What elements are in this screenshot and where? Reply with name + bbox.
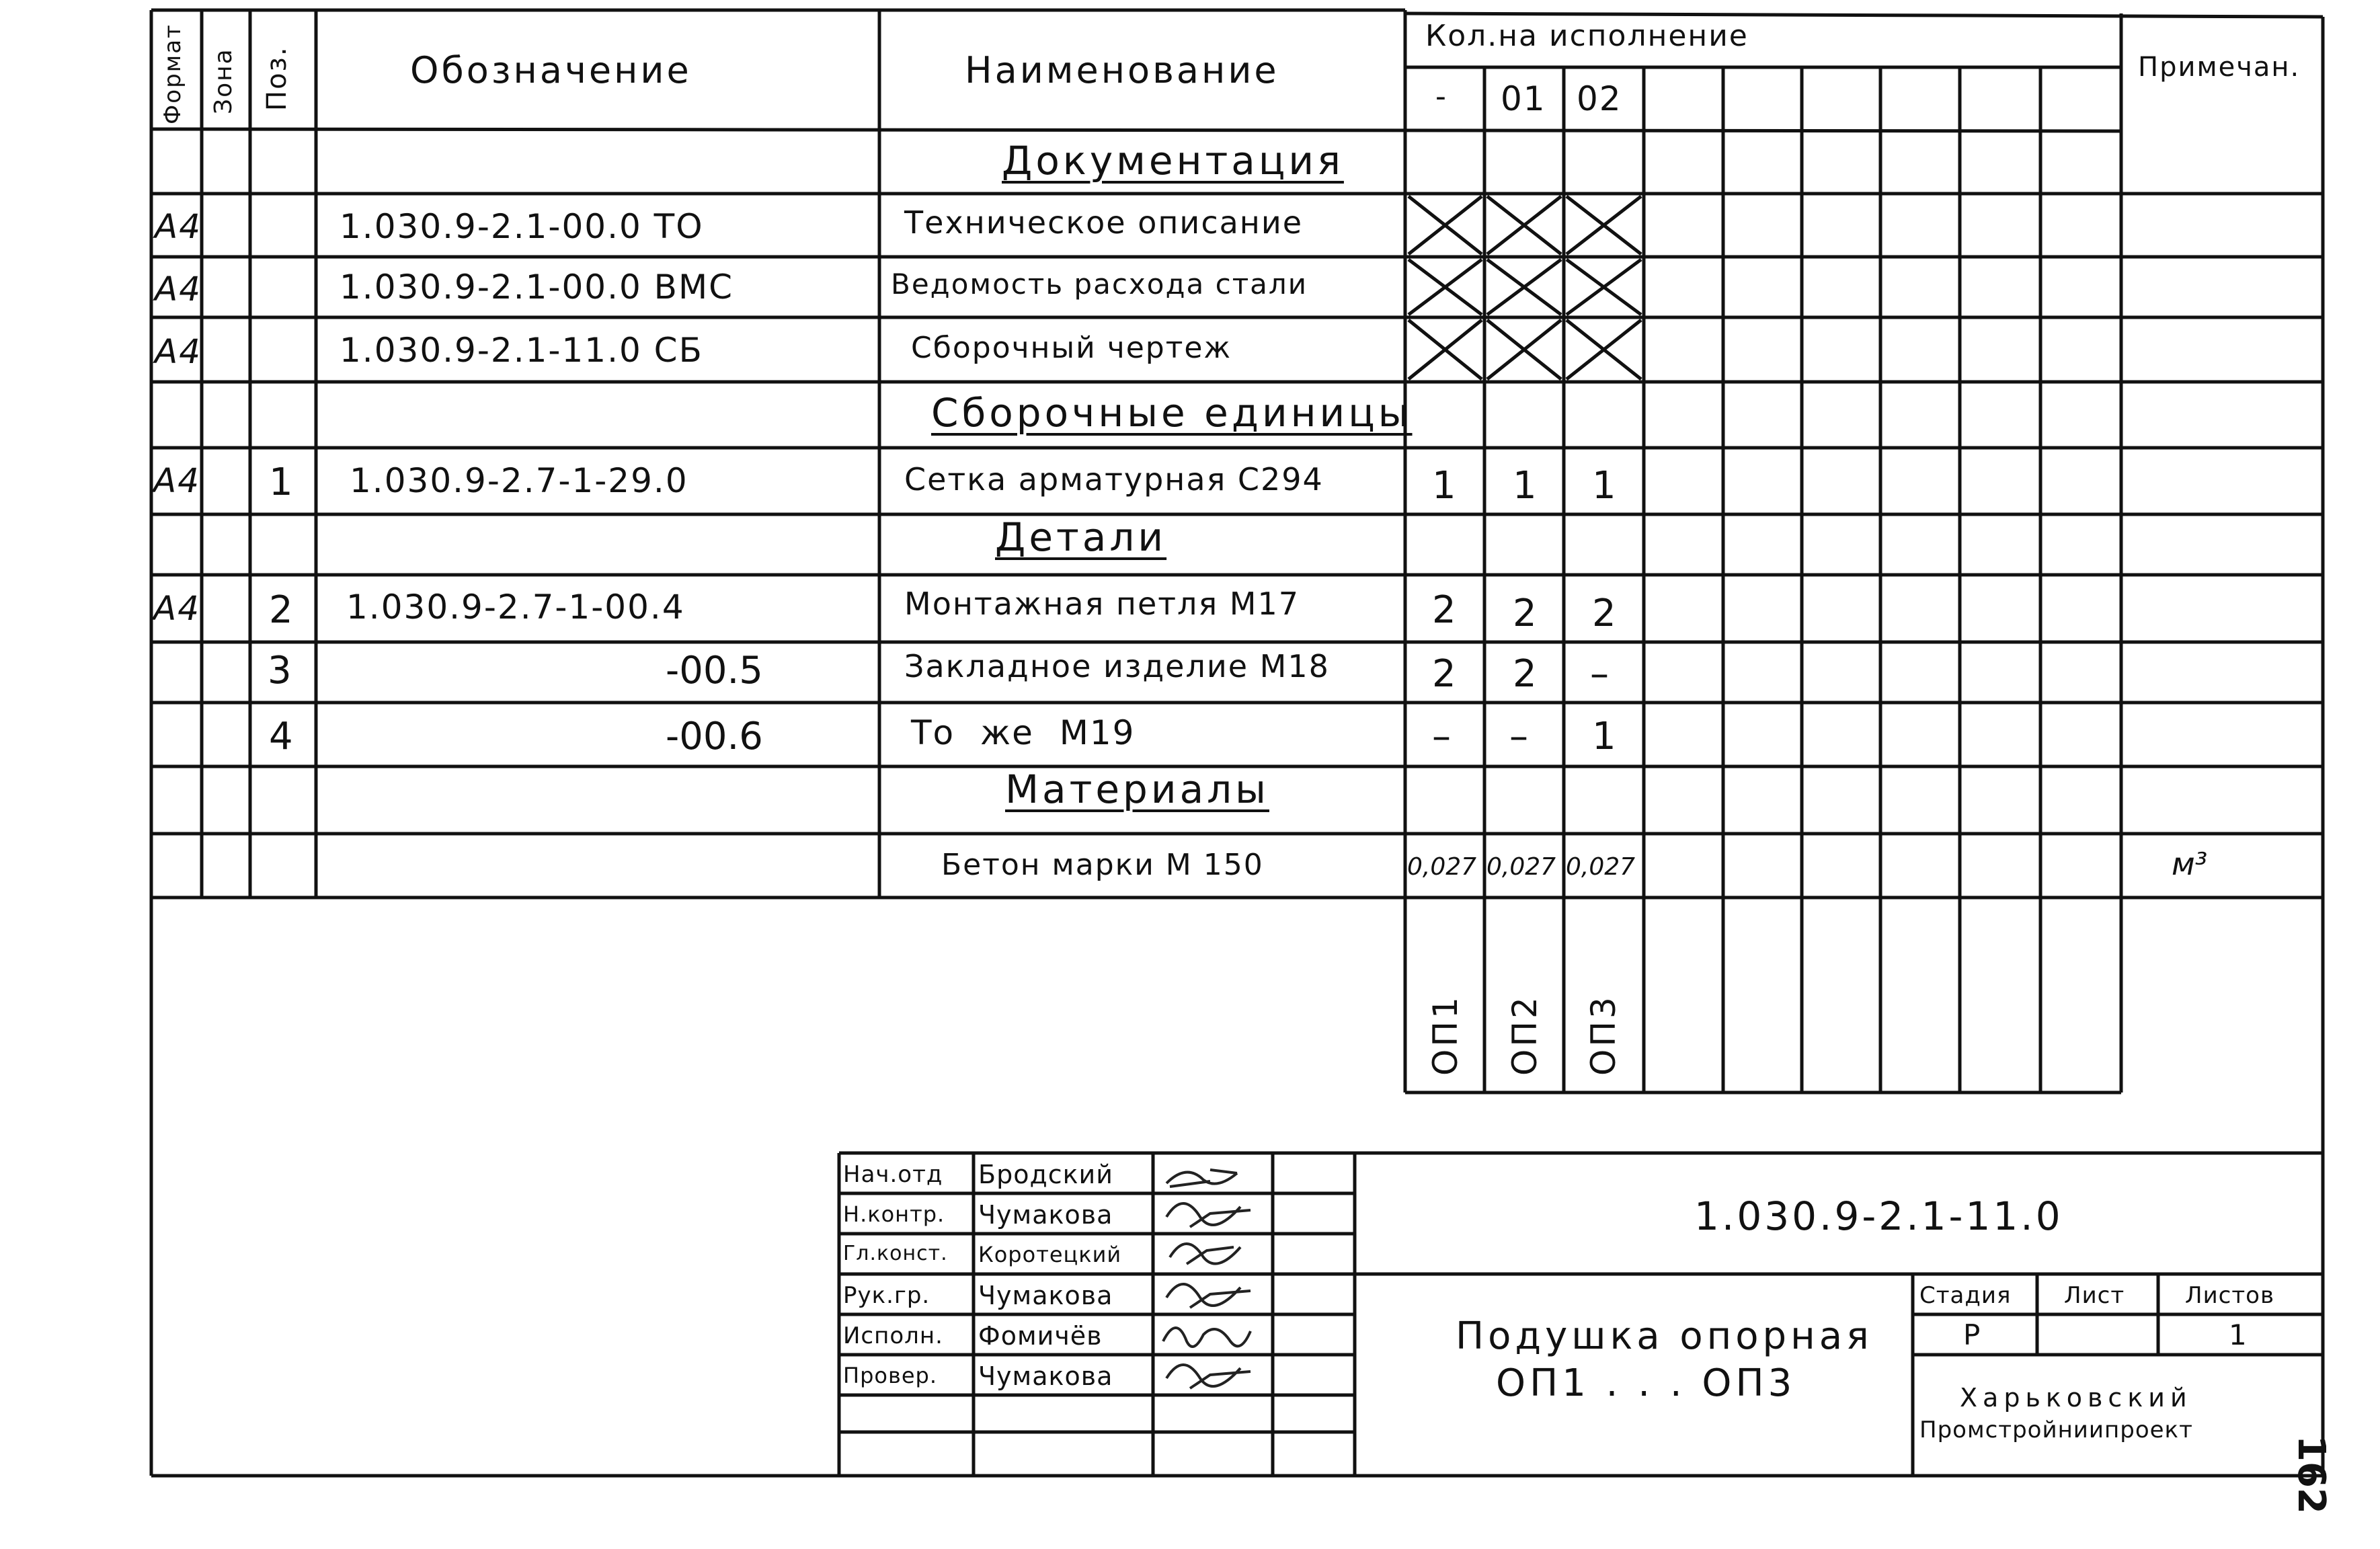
header-name: Наименование	[965, 49, 1279, 91]
header-pos: Поз.	[262, 46, 292, 111]
variant-mark-op2: ОП2	[1505, 994, 1544, 1076]
row-designation: 1.030.9-2.7-1-29.0	[350, 461, 688, 500]
tb-person: Чумакова	[978, 1200, 1113, 1230]
row-qty-02: 1	[1592, 464, 1616, 508]
row-designation: 1.030.9-2.1-00.0 ВМС	[340, 268, 734, 307]
row-name: Бетон марки М 150	[941, 848, 1264, 882]
row-name: Сетка арматурная С294	[904, 461, 1324, 498]
tb-sheets-label: Листов	[2185, 1282, 2275, 1309]
header-variant-base: -	[1435, 79, 1447, 114]
tb-stage: Р	[1963, 1318, 1981, 1351]
tb-sheet-label: Лист	[2064, 1282, 2125, 1309]
tb-role: Гл.конст.	[843, 1242, 948, 1265]
tb-role: Исполн.	[843, 1322, 943, 1349]
header-zone: Зона	[210, 48, 237, 114]
tb-role: Нач.отд	[843, 1161, 943, 1188]
row-name: То же М19	[911, 713, 1136, 752]
row-qty-01: –	[1509, 715, 1528, 758]
section-details: Детали	[995, 514, 1167, 560]
section-materials: Материалы	[1005, 766, 1269, 812]
tb-title-line2: ОП1 . . . ОП3	[1496, 1361, 1796, 1405]
row-note: м³	[2172, 846, 2208, 882]
tb-role: Н.контр.	[843, 1201, 945, 1227]
section-assembly-units: Сборочные единицы	[931, 390, 1413, 436]
tb-role: Рук.гр.	[843, 1282, 930, 1309]
row-designation: 1.030.9-2.1-00.0 ТО	[340, 207, 704, 246]
row-qty-base: –	[1432, 715, 1451, 758]
row-qty-base: 2	[1432, 588, 1456, 632]
header-variant-01: 01	[1501, 79, 1546, 118]
row-qty-02: –	[1590, 652, 1609, 696]
row-name: Техническое описание	[904, 204, 1304, 241]
row-name: Монтажная петля М17	[904, 586, 1300, 622]
tb-person: Чумакова	[978, 1361, 1113, 1391]
row-qty-01: 1	[1513, 464, 1537, 508]
row-qty-02: 0,027	[1566, 853, 1636, 881]
tb-title-line1: Подушка опорная	[1456, 1314, 1873, 1358]
row-format: А4	[153, 589, 201, 628]
row-pos: 1	[269, 461, 293, 504]
row-designation: 1.030.9-2.7-1-00.4	[346, 588, 685, 627]
tb-stage-label: Стадия	[1919, 1282, 2012, 1309]
variant-mark-op1: ОП1	[1426, 994, 1465, 1076]
page-number: 162	[2289, 1435, 2333, 1514]
row-format: А4	[155, 207, 202, 246]
tb-person: Бродский	[978, 1160, 1113, 1189]
tb-organization-line1: Харьковский	[1960, 1383, 2192, 1413]
row-format: А4	[153, 461, 201, 500]
tb-person: Фомичёв	[978, 1321, 1103, 1351]
tb-person: Коротецкий	[978, 1242, 1122, 1267]
row-qty-base: 2	[1432, 652, 1456, 696]
row-format: А4	[155, 270, 202, 309]
row-pos: 2	[269, 588, 293, 632]
tb-role: Провер.	[843, 1363, 937, 1388]
header-note: Примечан.	[2138, 52, 2301, 83]
row-qty-base: 0,027	[1407, 853, 1477, 881]
row-qty-01: 2	[1513, 652, 1537, 696]
row-qty-01: 2	[1513, 592, 1537, 635]
header-format: Формат	[159, 24, 186, 124]
row-pos: 3	[268, 649, 292, 692]
row-qty-01: 0,027	[1486, 853, 1556, 881]
row-format: А4	[155, 332, 202, 371]
header-designation: Обозначение	[410, 49, 692, 91]
row-pos: 4	[269, 715, 293, 758]
row-qty-base: 1	[1432, 464, 1456, 508]
row-qty-02: 1	[1592, 715, 1616, 758]
row-name: Сборочный чертеж	[911, 331, 1232, 365]
tb-sheets: 1	[2229, 1318, 2248, 1351]
row-qty-02: 2	[1592, 592, 1616, 635]
header-variant-02: 02	[1577, 79, 1622, 118]
row-designation: 1.030.9-2.1-11.0 СБ	[340, 331, 703, 370]
header-qty-title: Кол.на исполнение	[1425, 19, 1749, 53]
signature-marks	[1156, 1156, 1277, 1398]
row-designation: -00.6	[666, 715, 763, 758]
tb-document-code: 1.030.9-2.1-11.0	[1694, 1193, 2063, 1239]
row-name: Закладное изделие М18	[904, 648, 1330, 684]
tb-organization-line2: Промстройниипроект	[1919, 1417, 2193, 1443]
tb-person: Чумакова	[978, 1281, 1113, 1310]
variant-mark-op3: ОП3	[1584, 994, 1623, 1076]
row-designation: -00.5	[666, 649, 763, 692]
row-name: Ведомость расхода стали	[891, 268, 1308, 301]
section-documentation: Документация	[1002, 138, 1344, 184]
